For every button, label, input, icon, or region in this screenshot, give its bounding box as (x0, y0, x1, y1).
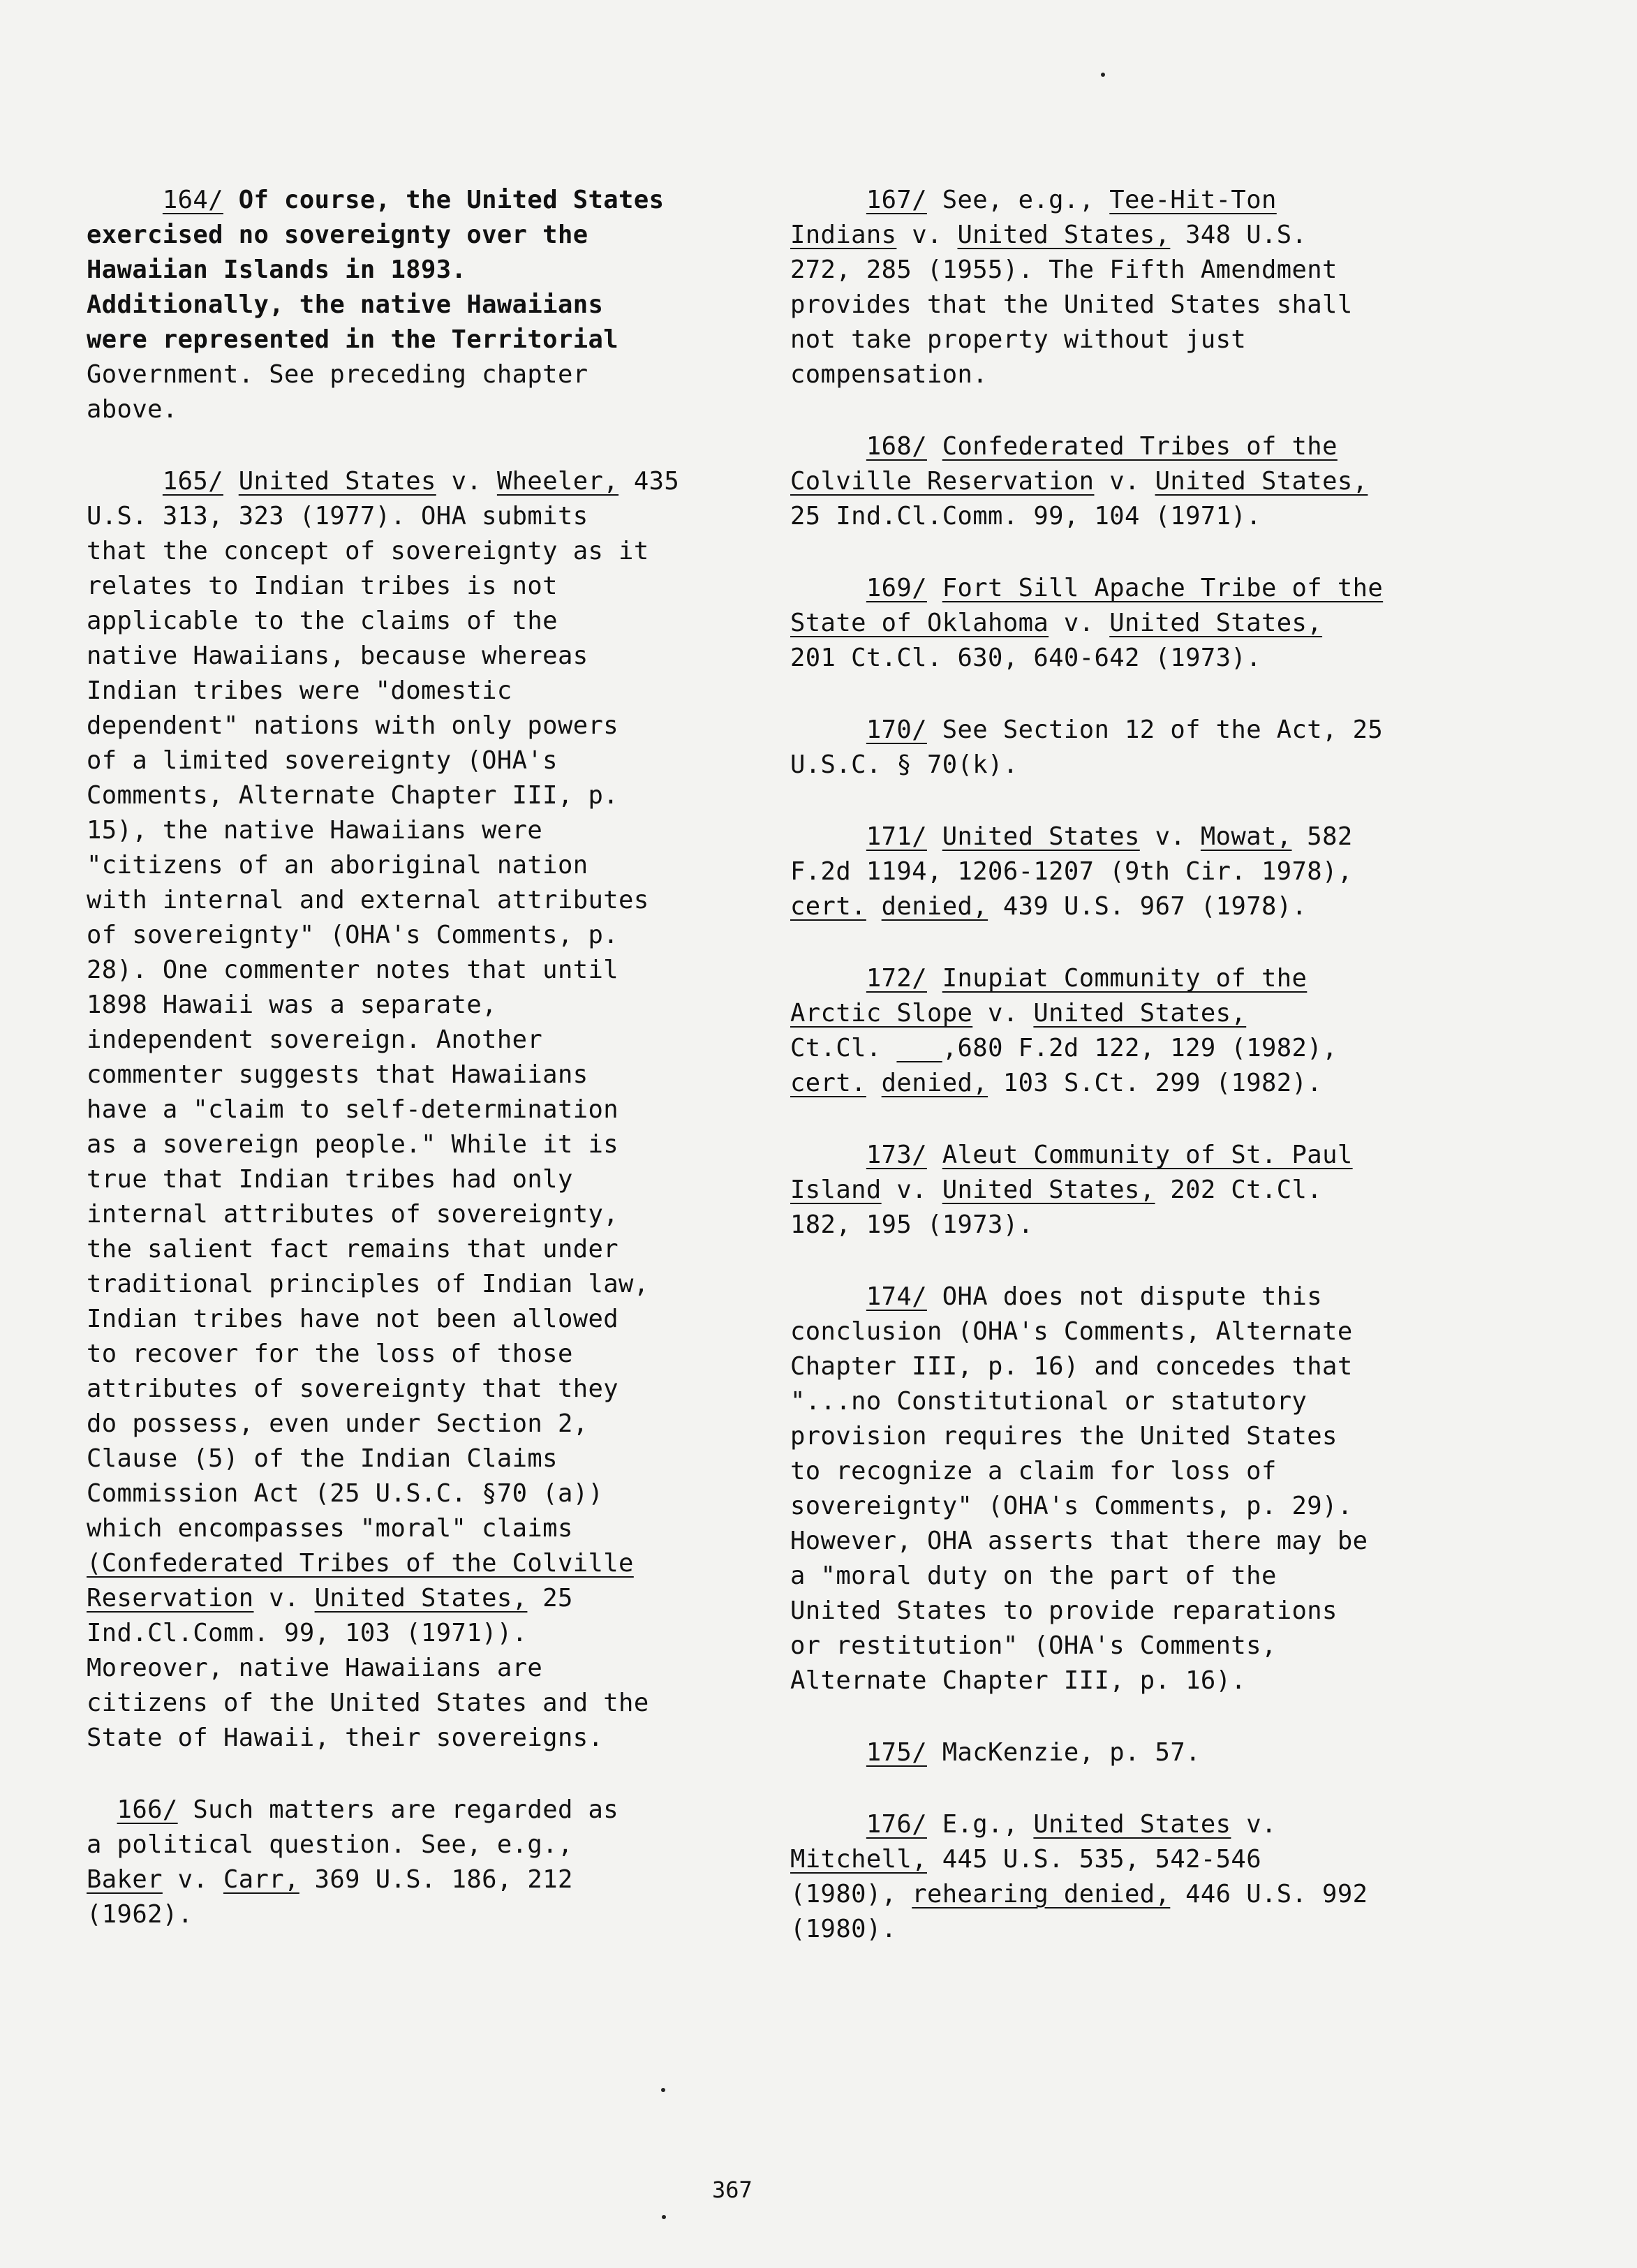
text-segment: Moreover, native Hawaiians are (87, 1654, 543, 1682)
text-segment: 369 U.S. 186, 212 (299, 1865, 573, 1894)
footnote-line (790, 961, 1488, 996)
footnote-line (87, 1651, 785, 1686)
text-segment: 15), the native Hawaiians were (87, 816, 543, 845)
text-segment: do possess, even under Section 2, (87, 1409, 588, 1438)
underlined-text: (Confederated Tribes of the Colville (87, 1549, 634, 1578)
text-segment: v. (162, 1865, 223, 1894)
text-segment: "...no Constitutional or statutory (790, 1387, 1308, 1416)
footnote-line (87, 1162, 785, 1197)
underlined-text: Tee-Hit-Ton (1109, 186, 1277, 214)
footnote-165 (87, 464, 785, 1756)
footnote-line (87, 1302, 785, 1337)
footnote-line (790, 820, 1488, 854)
footnote-line (87, 1476, 785, 1511)
footnote-167 (790, 183, 1488, 392)
text-segment: traditional principles of Indian law, (87, 1270, 649, 1298)
footnote-line (87, 918, 785, 953)
text-segment: 1898 Hawaii was a separate, (87, 991, 497, 1019)
text-segment: (1980), (790, 1880, 912, 1908)
text-segment (790, 822, 866, 851)
text-segment: OHA does not dispute this (926, 1282, 1323, 1311)
footnote-line (87, 464, 785, 499)
text-segment: dependent" nations with only powers (87, 711, 619, 740)
footnote-line (87, 1337, 785, 1372)
underlined-text: 168/ (866, 432, 927, 461)
footnote-line (87, 1828, 785, 1862)
underlined-text: United States, (942, 1176, 1155, 1204)
underlined-text: State of Oklahoma (790, 609, 1049, 637)
underlined-text: United States, (957, 221, 1171, 249)
underlined-text: United States, (1109, 609, 1323, 637)
text-segment: v. (896, 221, 958, 249)
footnote-line (790, 499, 1488, 534)
text-segment: relates to Indian tribes is not (87, 572, 558, 600)
text-segment: were represented in the Territorial (87, 325, 619, 354)
text-segment: United States to provide reparations (790, 1596, 1338, 1625)
text-segment (790, 1738, 866, 1767)
footnote-171 (790, 820, 1488, 924)
footnote-line (790, 1663, 1488, 1698)
footnote-line (87, 1686, 785, 1721)
footnote-line (790, 1524, 1488, 1559)
text-segment: However, OHA asserts that there may be (790, 1527, 1368, 1555)
text-segment (927, 1141, 942, 1169)
underlined-text: 172/ (866, 964, 927, 993)
text-segment: Comments, Alternate Chapter III, p. (87, 781, 619, 810)
footnote-line (790, 218, 1488, 253)
underlined-text: Colville Reservation (790, 467, 1095, 496)
footnote-line (790, 288, 1488, 323)
underlined-text: Inupiat Community of the (942, 964, 1308, 993)
footnote-line (87, 1581, 785, 1616)
text-segment: applicable to the claims of the (87, 607, 558, 635)
text-segment: independent sovereign. Another (87, 1025, 543, 1054)
text-segment: 25 (527, 1584, 573, 1613)
footnote-line (87, 1511, 785, 1546)
footnote-line (790, 1807, 1488, 1842)
text-segment: Of course, the United States (223, 186, 665, 214)
footnote-line (790, 1173, 1488, 1208)
footnote-line (87, 813, 785, 848)
underlined-text: Reservation (87, 1584, 254, 1613)
footnote-line (87, 218, 785, 253)
footnote-line (87, 288, 785, 323)
underlined-text: 175/ (866, 1738, 927, 1767)
footnote-168 (790, 429, 1488, 534)
footnote-line (790, 253, 1488, 288)
underlined-text: Confederated Tribes of the (942, 432, 1338, 461)
page-number: 367 (712, 2177, 753, 2203)
text-segment: 28). One commenter notes that until (87, 956, 619, 984)
footnote-line (790, 996, 1488, 1031)
underlined-text: 167/ (866, 186, 927, 214)
text-segment: ,680 F.2d 122, 129 (1982), (942, 1034, 1338, 1062)
text-segment: 272, 285 (1955). The Fifth Amendment (790, 255, 1338, 284)
text-segment: attributes of sovereignty that they (87, 1374, 619, 1403)
text-segment: Chapter III, p. 16) and concedes that (790, 1352, 1353, 1381)
text-segment: sovereignty" (OHA's Comments, p. 29). (790, 1492, 1353, 1520)
underlined-text: Wheeler, (496, 467, 619, 496)
footnote-line (790, 1138, 1488, 1173)
text-segment: U.S.C. § 70(k). (790, 750, 1019, 779)
underlined-text: United States (942, 822, 1140, 851)
footnote-line (87, 848, 785, 883)
text-segment: above. (87, 395, 178, 424)
text-segment: "citizens of an aboriginal nation (87, 851, 588, 880)
footnote-line (87, 743, 785, 778)
footnote-line (790, 1877, 1488, 1912)
footnote-line (87, 357, 785, 392)
footnote-line (790, 1912, 1488, 1947)
text-segment: 445 U.S. 535, 542-546 (926, 1845, 1261, 1874)
stray-mark (662, 2215, 666, 2219)
footnote-170 (790, 713, 1488, 783)
underlined-text: denied, (881, 892, 988, 921)
footnote-line (87, 1372, 785, 1407)
footnote-line (87, 883, 785, 918)
text-segment (790, 1810, 866, 1839)
footnote-174 (790, 1280, 1488, 1698)
footnote-line (87, 499, 785, 534)
text-segment: a political question. See, e.g., (87, 1830, 573, 1859)
text-segment: commenter suggests that Hawaiians (87, 1060, 588, 1089)
footnote-line (790, 1384, 1488, 1419)
text-segment: Ct.Cl. (790, 1034, 897, 1062)
text-segment: 182, 195 (1973). (790, 1210, 1034, 1239)
text-segment: v. (1094, 467, 1155, 496)
text-segment: v. (253, 1584, 315, 1613)
footnote-line (790, 1735, 1488, 1770)
footnote-line (790, 641, 1488, 676)
footnote-line (87, 253, 785, 288)
footnote-line (790, 1066, 1488, 1101)
underlined-text: denied, (881, 1069, 988, 1097)
underlined-text: 166/ (117, 1795, 178, 1824)
text-segment: Indian tribes have not been allowed (87, 1305, 619, 1333)
right-column (790, 183, 1488, 1984)
text-segment (223, 467, 239, 496)
underlined-text: Aleut Community of St. Paul (942, 1141, 1353, 1169)
footnote-line (87, 709, 785, 743)
text-segment: Such matters are regarded as (177, 1795, 619, 1824)
underlined-text: Arctic Slope (790, 999, 973, 1028)
underlined-text: United States, (314, 1584, 528, 1613)
footnote-line (87, 953, 785, 988)
text-segment: which encompasses "moral" claims (87, 1514, 573, 1543)
text-segment: as a sovereign people." While it is (87, 1130, 619, 1159)
underlined-text: Mitchell, (790, 1845, 927, 1874)
footnote-173 (790, 1138, 1488, 1243)
text-segment (790, 574, 866, 602)
footnote-line (87, 1441, 785, 1476)
text-segment: true that Indian tribes had only (87, 1165, 573, 1194)
text-segment: 348 U.S. (1170, 221, 1308, 249)
text-segment: v. (1049, 609, 1110, 637)
underlined-text: 174/ (866, 1282, 927, 1311)
footnote-line (790, 464, 1488, 499)
text-segment (790, 432, 866, 461)
text-segment (866, 892, 882, 921)
text-segment: v. (972, 999, 1034, 1028)
text-segment (790, 964, 866, 993)
text-segment: native Hawaiians, because whereas (87, 642, 588, 670)
text-segment (87, 467, 163, 496)
footnote-line (790, 1314, 1488, 1349)
footnote-line (87, 1546, 785, 1581)
footnote-line (790, 1419, 1488, 1454)
underlined-text: Carr, (223, 1865, 299, 1894)
footnote-line (87, 604, 785, 639)
footnote-line (790, 183, 1488, 218)
underlined-text: rehearing denied, (912, 1880, 1171, 1908)
underlined-text: United States (238, 467, 436, 496)
footnote-line (87, 392, 785, 427)
footnote-line (87, 1197, 785, 1232)
text-segment: v. (436, 467, 497, 496)
text-segment: v. (881, 1176, 942, 1204)
footnote-line (87, 183, 785, 218)
underlined-text: Baker (87, 1865, 163, 1894)
text-segment (87, 186, 163, 214)
text-segment: 446 U.S. 992 (1170, 1880, 1368, 1908)
text-segment: Additionally, the native Hawaiians (87, 290, 604, 319)
text-segment (790, 186, 866, 214)
text-segment: 201 Ct.Cl. 630, 640-642 (1973). (790, 644, 1261, 672)
underlined-text: 176/ (866, 1810, 927, 1839)
text-segment: internal attributes of sovereignty, (87, 1200, 619, 1229)
text-segment (87, 1795, 117, 1824)
footnote-line (790, 429, 1488, 464)
text-segment: provides that the United States shall (790, 290, 1353, 319)
footnote-line (87, 1267, 785, 1302)
text-segment: 435 (618, 467, 680, 496)
footnote-line (790, 1842, 1488, 1877)
text-segment: Clause (5) of the Indian Claims (87, 1444, 558, 1473)
underlined-text: 169/ (866, 574, 927, 602)
underlined-text: United States (1033, 1810, 1231, 1839)
underlined-text: Island (790, 1176, 882, 1204)
text-segment: of sovereignty" (OHA's Comments, p. (87, 921, 619, 949)
text-segment: 582 (1291, 822, 1353, 851)
footnote-line (87, 323, 785, 357)
underlined-text: Mowat, (1200, 822, 1292, 851)
left-column (87, 183, 785, 1969)
text-segment: See, e.g., (926, 186, 1110, 214)
footnote-line (790, 1489, 1488, 1524)
footnote-line (790, 889, 1488, 924)
text-segment: E.g., (926, 1810, 1034, 1839)
text-segment: U.S. 313, 323 (1977). OHA submits (87, 502, 588, 531)
text-segment: with internal and external attributes (87, 886, 649, 914)
underlined-text: United States, (1155, 467, 1368, 496)
footnote-line (87, 988, 785, 1023)
text-segment (790, 1282, 866, 1311)
footnote-line (790, 357, 1488, 392)
text-segment: Ind.Cl.Comm. 99, 103 (1971)). (87, 1619, 528, 1647)
underlined-text: cert. (790, 1069, 866, 1097)
underlined-text: 171/ (866, 822, 927, 851)
text-segment: Government. See preceding chapter (87, 360, 588, 389)
footnote-line (790, 1349, 1488, 1384)
underlined-text: United States, (1033, 999, 1247, 1028)
footnote-line (87, 1232, 785, 1267)
footnote-176 (790, 1807, 1488, 1947)
text-segment: or restitution" (OHA's Comments, (790, 1631, 1277, 1660)
footnote-line (87, 569, 785, 604)
footnote-line (790, 1454, 1488, 1489)
footnote-line (790, 1559, 1488, 1594)
text-segment: Commission Act (25 U.S.C. §70 (a)) (87, 1479, 604, 1508)
underlined-text: 173/ (866, 1141, 927, 1169)
underlined-text: Indians (790, 221, 897, 249)
text-segment: to recover for the loss of those (87, 1340, 573, 1368)
text-segment: provision requires the United States (790, 1422, 1338, 1451)
text-segment: MacKenzie, p. 57. (926, 1738, 1201, 1767)
footnote-line (87, 1058, 785, 1092)
text-segment (927, 574, 942, 602)
footnote-line (87, 1023, 785, 1058)
footnote-line (87, 1721, 785, 1756)
footnote-line (87, 1793, 785, 1828)
text-segment: that the concept of sovereignty as it (87, 537, 649, 565)
text-segment (790, 716, 866, 744)
underlined-text: Fort Sill Apache Tribe of the (942, 574, 1384, 602)
text-segment: Indian tribes were "domestic (87, 676, 512, 705)
footnote-line (87, 1862, 785, 1897)
footnote-line (790, 854, 1488, 889)
footnote-line (790, 1594, 1488, 1629)
text-segment: 25 Ind.Cl.Comm. 99, 104 (1971). (790, 502, 1261, 531)
text-segment: the salient fact remains that under (87, 1235, 619, 1263)
text-segment: Hawaiian Islands in 1893. (87, 255, 467, 284)
underlined-text: 164/ (162, 186, 223, 214)
text-segment: (1962). (87, 1900, 193, 1929)
text-segment: 103 S.Ct. 299 (1982). (988, 1069, 1323, 1097)
footnote-line (87, 1897, 785, 1932)
footnote-line (87, 674, 785, 709)
footnote-line (790, 606, 1488, 641)
text-segment: (1980). (790, 1915, 897, 1943)
text-segment: v. (1139, 822, 1201, 851)
text-segment: of a limited sovereignty (OHA's (87, 746, 558, 775)
footnote-line (790, 1280, 1488, 1314)
text-segment: to recognize a claim for loss of (790, 1457, 1277, 1485)
text-segment (790, 1141, 866, 1169)
footnote-line (790, 571, 1488, 606)
text-segment: 439 U.S. 967 (1978). (988, 892, 1308, 921)
text-segment (927, 432, 942, 461)
text-segment: have a "claim to self-determination (87, 1095, 619, 1124)
text-segment: a "moral duty on the part of the (790, 1562, 1277, 1590)
footnote-line (790, 1031, 1488, 1066)
footnote-line (87, 1407, 785, 1441)
text-segment: conclusion (OHA's Comments, Alternate (790, 1317, 1353, 1346)
footnote-line (790, 713, 1488, 748)
underlined-text: 170/ (866, 716, 927, 744)
footnote-line (87, 1127, 785, 1162)
footnote-line (790, 1208, 1488, 1243)
stray-mark (661, 2088, 665, 2092)
footnote-line (87, 1616, 785, 1651)
text-segment: exercised no sovereignty over the (87, 221, 588, 249)
text-segment (866, 1069, 882, 1097)
footnote-166 (87, 1793, 785, 1932)
footnote-line (87, 534, 785, 569)
text-segment (927, 822, 942, 851)
footnote-172 (790, 961, 1488, 1101)
footnote-line (790, 1629, 1488, 1663)
text-segment: Alternate Chapter III, p. 16). (790, 1666, 1247, 1695)
footnote-164 (87, 183, 785, 427)
text-segment: See Section 12 of the Act, 25 (926, 716, 1384, 744)
text-segment: 202 Ct.Cl. (1155, 1176, 1323, 1204)
underlined-text (896, 1034, 942, 1062)
text-segment: State of Hawaii, their sovereigns. (87, 1724, 604, 1752)
text-segment: v. (1231, 1810, 1277, 1839)
text-segment: citizens of the United States and the (87, 1689, 649, 1717)
footnote-line (87, 778, 785, 813)
footnote-line (790, 748, 1488, 783)
text-segment: compensation. (790, 360, 988, 389)
underlined-text: 165/ (162, 467, 223, 496)
text-segment (927, 964, 942, 993)
text-segment: F.2d 1194, 1206-1207 (9th Cir. 1978), (790, 857, 1353, 886)
footnote-line (790, 323, 1488, 357)
underlined-text: cert. (790, 892, 866, 921)
text-segment: not take property without just (790, 325, 1247, 354)
footnote-line (87, 1092, 785, 1127)
footnote-169 (790, 571, 1488, 676)
footnote-line (87, 639, 785, 674)
footnote-175 (790, 1735, 1488, 1770)
stray-mark (1101, 73, 1105, 77)
